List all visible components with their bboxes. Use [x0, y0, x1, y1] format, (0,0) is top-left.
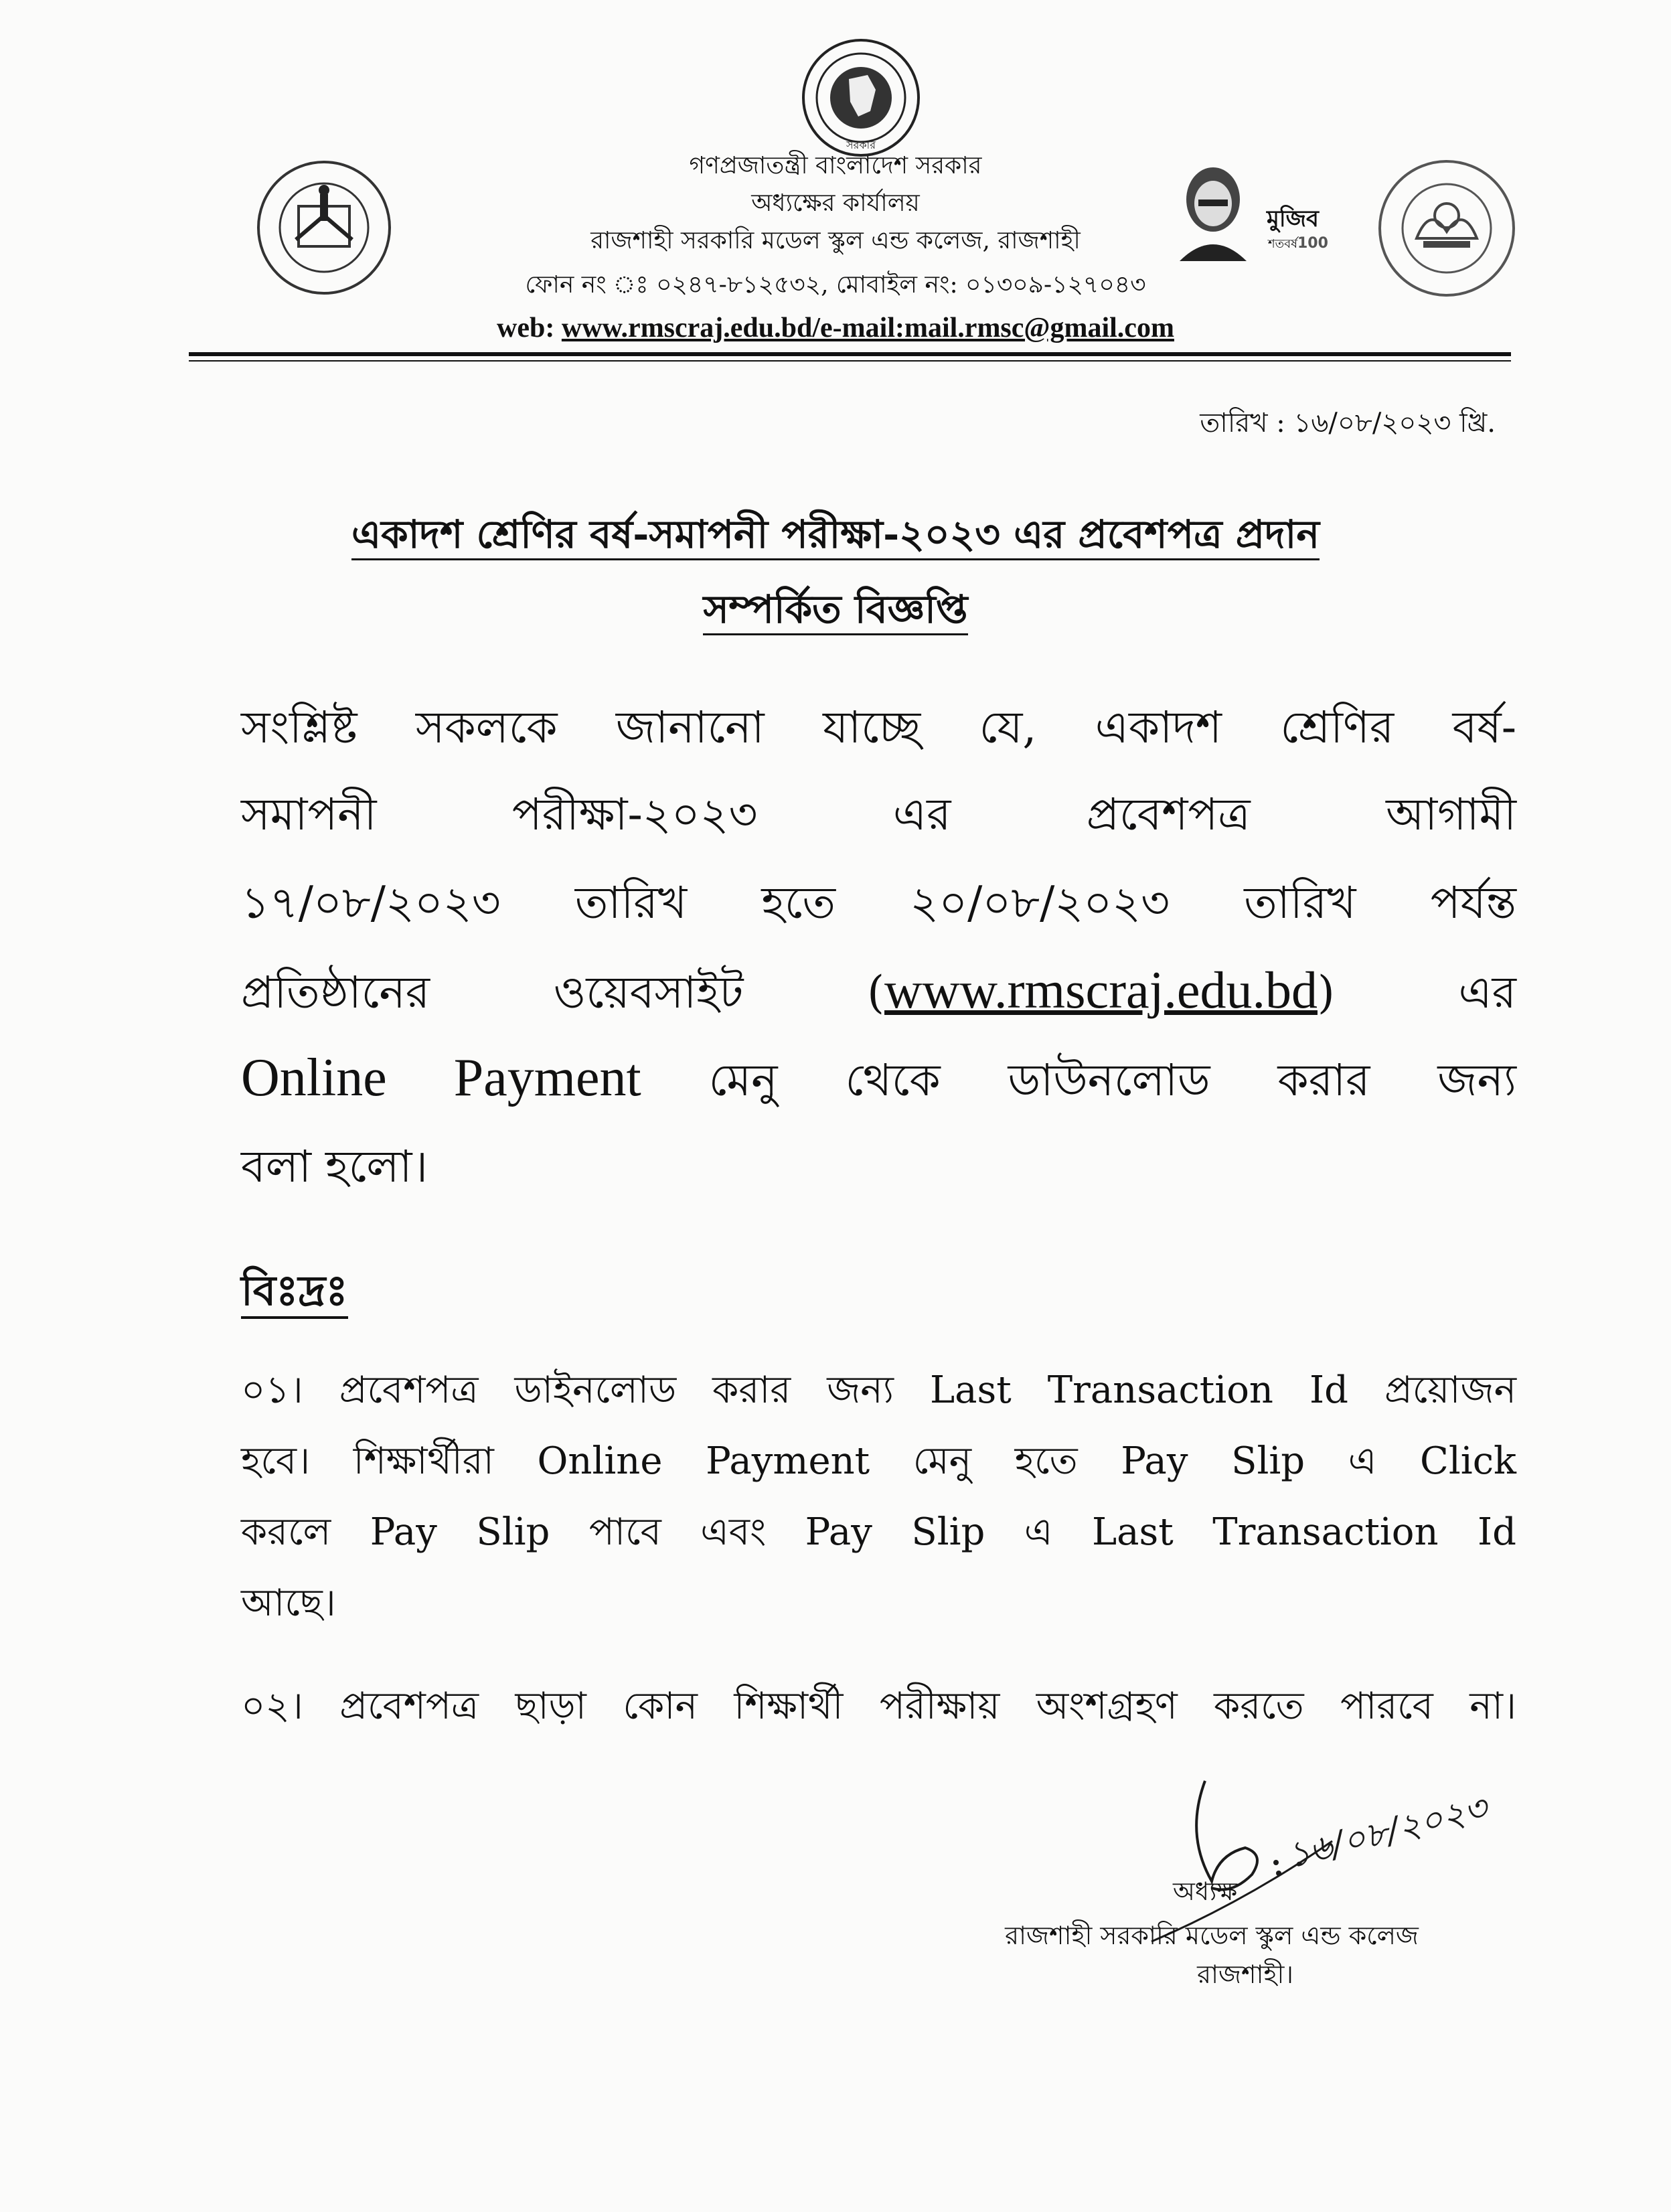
body-line5-b: মেনু থেকে ডাউনলোড করার জন্য — [641, 1054, 1516, 1106]
handwritten-date: ১৬/০৮/২০২৩ — [1283, 1788, 1492, 1877]
title-line1-text: একাদশ শ্রেণির বর্ষ-সমাপনী পরীক্ষা-২০২৩ এর প্রবেশপত্র প্রদান — [351, 511, 1320, 560]
body-line4-b: ) এর — [1317, 967, 1516, 1018]
body-line-1: সংশ্লিষ্ট সকলকে জানানো যাচ্ছে যে, একাদশ শ্রেণির বর্ষ- — [241, 702, 1516, 753]
mujib-text: মুজিব — [1267, 206, 1319, 232]
web-email-link[interactable]: www.rmscraj.edu.bd/e-mail:mail.rmsc@gmail.com — [561, 313, 1174, 343]
signatory-city: রাজশাহী। — [1197, 1960, 1293, 1989]
body-line-6: বলা হলো। — [241, 1141, 428, 1192]
office-name: অধ্যক্ষের কার্যালয় — [751, 189, 920, 217]
govt-name: গণপ্রজাতন্ত্রী বাংলাদেশ সরকার — [689, 152, 982, 179]
body-line-5 — [241, 1034, 1516, 1125]
notice-date: তারিখ : ১৬/০৮/২০২৩ খ্রি. — [1200, 408, 1496, 439]
body-line-2: সমাপনী পরীক্ষা-২০২৩ এর প্রবেশপত্র আগামী — [241, 789, 1516, 840]
web-email-line — [0, 312, 1671, 344]
body-line4-a: প্রতিষ্ঠানের ওয়েবসাইট ( — [241, 967, 885, 1018]
note-1-line-4: আছে। — [241, 1581, 336, 1625]
web-prefix: web: — [497, 313, 555, 343]
body-line-4 — [241, 945, 1516, 1037]
website-link[interactable]: www.rmscraj.edu.bd — [884, 961, 1318, 1019]
mujib-sub: শতবর্ষ — [1268, 237, 1298, 251]
online-payment-text: Online Payment — [241, 1048, 641, 1107]
note-2: ০২। প্রবেশপত্র ছাড়া কোন শিক্ষার্থী পরীক্ষায় অংশগ্রহণ করতে পারবে না। — [241, 1684, 1516, 1728]
body-line-3: ১৭/০৮/২০২৩ তারিখ হতে ২০/০৮/২০২৩ তারিখ পর্যন্ত — [241, 877, 1516, 929]
header-rule-thin — [189, 360, 1511, 362]
seal-center-text: সরকার — [846, 139, 876, 151]
mujib-num: 100 — [1297, 235, 1328, 252]
signatory-institution: রাজশাহী সরকারি মডেল স্কুল এন্ড কলেজ — [1005, 1921, 1419, 1950]
note-1-line-2: হবে। শিক্ষার্থীরা Online Payment মেনু হতে Pay Slip এ Click — [241, 1439, 1516, 1483]
institution-name: রাজশাহী সরকারি মডেল স্কুল এন্ড কলেজ, রাজশাহী — [590, 227, 1081, 254]
note-1-line-3: করলে Pay Slip পাবে এবং Pay Slip এ Last Transaction Id — [241, 1510, 1516, 1554]
notice-title-line2 — [0, 584, 1671, 635]
signatory-designation: অধ্যক্ষ — [1172, 1877, 1237, 1906]
notice-title-line1 — [0, 509, 1671, 560]
note-label: বিঃদ্রঃ — [241, 1265, 348, 1319]
note-1-line-1: ০১। প্রবেশপত্র ডাইনলোড করার জন্য Last Transaction Id প্রয়োজন — [241, 1368, 1516, 1412]
title-line2-text: সম্পর্কিত বিজ্ঞপ্তি — [703, 586, 967, 635]
contact-phone: ফোন নং ঃ ০২৪৭-৮১২৫৩২, মোবাইল নং: ০১৩০৯-১২৭০৪৩ — [525, 271, 1146, 299]
header-rule — [189, 352, 1511, 356]
